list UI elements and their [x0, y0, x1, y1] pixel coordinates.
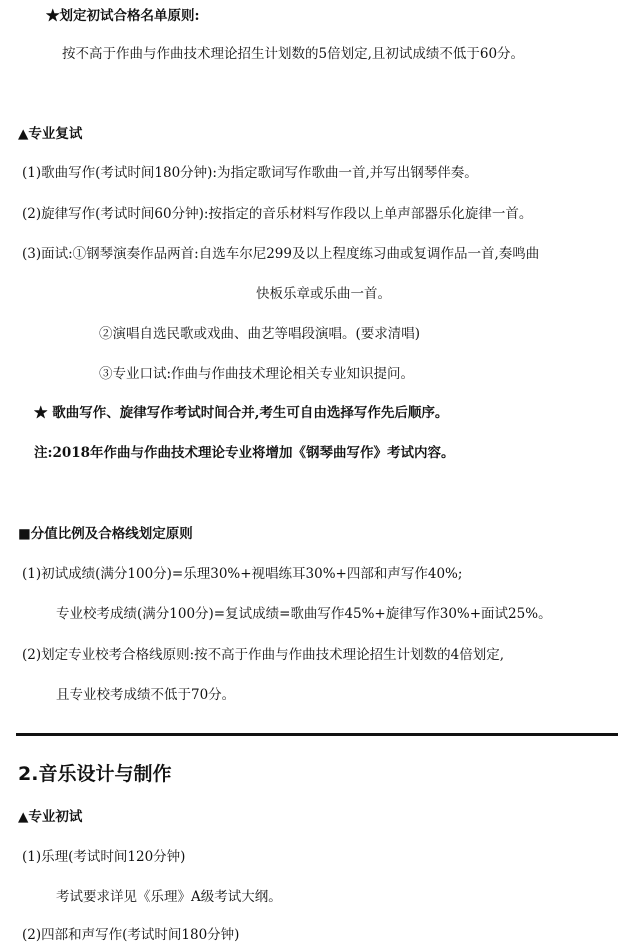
retest-heading: ▲专业复试 — [18, 126, 83, 142]
music-design-item-theory: (1)乐理(考试时间120分钟) — [22, 849, 186, 865]
score-item-initial-line1: (1)初试成绩(满分100分)=乐理30%+视唱练耳30%+四部和声写作40%; — [22, 566, 463, 582]
score-item-initial-line2: 专业校考成绩(满分100分)=复试成绩=歌曲写作45%+旋律写作30%+面试25%。 — [56, 606, 552, 622]
retest-item-interview-line1: (3)面试:①钢琴演奏作品两首:自选车尔尼299及以上程度练习曲或复调作品一首,奏鸣曲 — [22, 246, 540, 262]
score-ratio-heading: ■分值比例及合格线划定原则 — [18, 526, 193, 542]
initial-pass-rule-heading: ★划定初试合格名单原则: — [46, 8, 200, 24]
retest-item-song-writing: (1)歌曲写作(考试时间180分钟):为指定歌词写作歌曲一首,并写出钢琴伴奏。 — [22, 165, 478, 181]
music-design-initial-heading: ▲专业初试 — [18, 809, 83, 825]
section-title-music-design: 2.音乐设计与制作 — [18, 763, 172, 785]
score-item-passline-line1: (2)划定专业校考合格线原则:按不高于作曲与作曲技术理论招生计划数的4倍划定, — [22, 647, 505, 663]
retest-item-interview-line2: 快板乐章或乐曲一首。 — [256, 286, 391, 302]
section-divider — [16, 733, 618, 736]
music-design-theory-requirement: 考试要求详见《乐理》A级考试大纲。 — [56, 889, 282, 905]
retest-note: 注:2018年作曲与作曲技术理论专业将增加《钢琴曲写作》考试内容。 — [34, 445, 455, 461]
score-item-passline-line2: 且专业校考成绩不低于70分。 — [56, 687, 236, 703]
initial-pass-rule-text: 按不高于作曲与作曲技术理论招生计划数的5倍划定,且初试成绩不低于60分。 — [62, 46, 525, 62]
retest-interview-singing: ②演唱自选民歌或戏曲、曲艺等唱段演唱。(要求清唱) — [99, 326, 421, 342]
retest-interview-oral: ③专业口试:作曲与作曲技术理论相关专业知识提问。 — [99, 366, 415, 382]
retest-star-note: ★ 歌曲写作、旋律写作考试时间合并,考生可自由选择写作先后顺序。 — [34, 405, 449, 421]
retest-item-melody-writing: (2)旋律写作(考试时间60分钟):按指定的音乐材料写作段以上单声部器乐化旋律一首。 — [22, 206, 533, 222]
music-design-item-harmony: (2)四部和声写作(考试时间180分钟) — [22, 927, 240, 943]
